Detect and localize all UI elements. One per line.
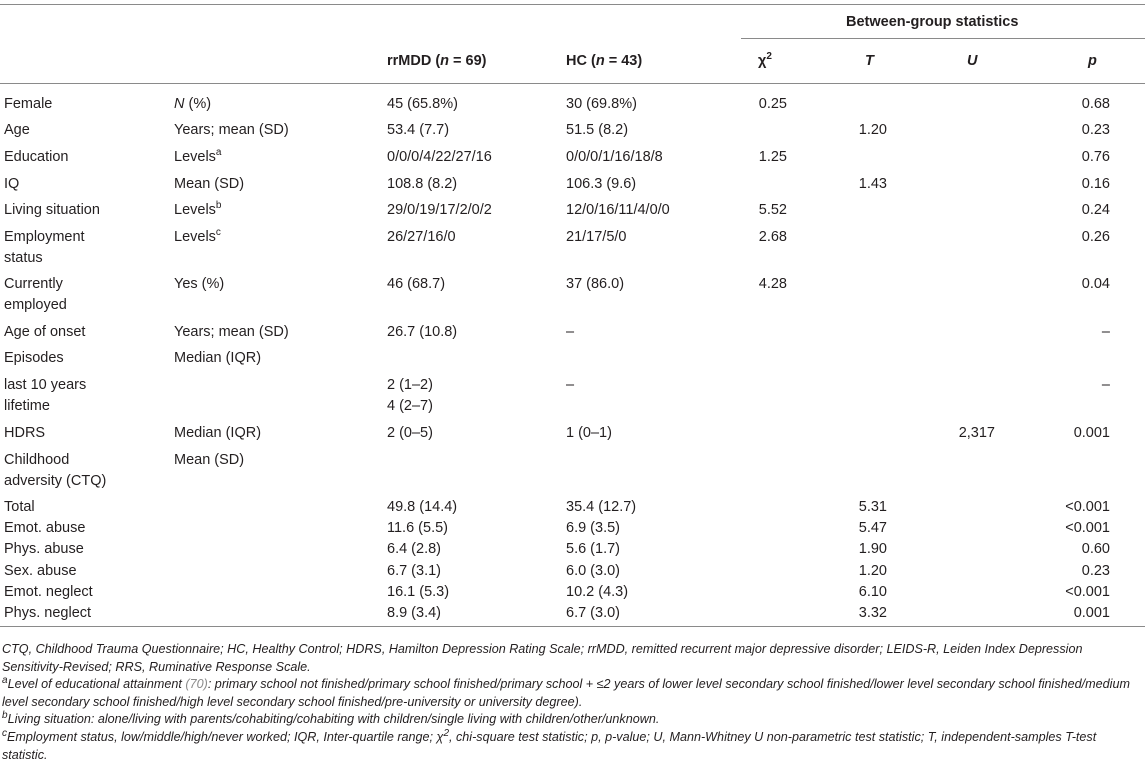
row-label: Emot. neglect xyxy=(4,584,93,600)
row-label: Episodes xyxy=(4,350,64,366)
cell-t: 5.47 xyxy=(858,520,887,536)
cell-hc: 0/0/0/1/16/18/8 xyxy=(566,149,663,165)
between-group-header: Between-group statistics xyxy=(846,14,1019,30)
cell-hc: 5.6 (1.7) xyxy=(566,541,620,557)
row-label: Phys. abuse xyxy=(4,541,84,557)
footnote-c: $^c$Employment status, low/middle/high/never worked; IQR, Inter-quartile range; $\chi^2$, chi-square test statistic; p, p-value; U, Mann-Whitney U non-parametric test statistic; T, independent-samples T-test statistic. xyxy=(2,727,1097,762)
cell-p: 0.76 xyxy=(1081,149,1110,165)
cell-hc: 106.3 (9.6) xyxy=(566,176,637,192)
footnote-abbreviations: CTQ, Childhood Trauma Questionnaire; HC, Healthy Control; HDRS, Hamilton Depression Rating Scale; rrMDD, remitted recurrent major depressive disorder; LEIDS-R, Leiden Index Depression Sensitivity-Revised; RRS, Ruminative Response Scale. xyxy=(2,642,1083,674)
table-bottom-rule xyxy=(0,626,1145,627)
cell-u: 2,317 xyxy=(958,425,995,441)
cell-chi-square: 5.52 xyxy=(758,202,787,218)
cell-p: 0.23 xyxy=(1081,122,1110,138)
cell-rrmdd: 53.4 (7.7) xyxy=(387,122,450,138)
reference-link[interactable]: (70) xyxy=(185,677,208,691)
row-label: Emot. abuse xyxy=(4,520,86,536)
header-bottom-rule xyxy=(0,83,1145,84)
column-header-u: U xyxy=(967,53,978,69)
cell-t: 6.10 xyxy=(858,584,887,600)
row-label: last 10 years xyxy=(4,377,87,393)
cell-p: 0.001 xyxy=(1073,605,1110,621)
cell-rrmdd: 2 (0–5) xyxy=(387,425,433,441)
cell-hc: 6.0 (3.0) xyxy=(566,563,620,579)
cell-rrmdd: 49.8 (14.4) xyxy=(387,499,458,515)
column-header-t: T xyxy=(865,53,874,69)
cell-rrmdd-line2: 4 (2–7) xyxy=(387,398,433,414)
cell-p: 0.68 xyxy=(1081,96,1110,112)
cell-rrmdd: 45 (65.8%) xyxy=(387,96,458,112)
row-label-line2: adversity (CTQ) xyxy=(4,473,107,489)
cell-rrmdd: 6.4 (2.8) xyxy=(387,541,441,557)
cell-chi-square: 4.28 xyxy=(758,276,787,292)
cell-hc: 10.2 (4.3) xyxy=(566,584,629,600)
cell-rrmdd: 16.1 (5.3) xyxy=(387,584,450,600)
cell-hc: 1 (0–1) xyxy=(566,425,612,441)
cell-hc: 6.9 (3.5) xyxy=(566,520,620,536)
cell-rrmdd: 26.7 (10.8) xyxy=(387,324,458,340)
row-descriptor: Mean (SD) xyxy=(174,176,245,192)
column-header-rrmdd: rrMDD (n = 69) xyxy=(387,53,487,69)
cell-p: <0.001 xyxy=(1065,584,1110,600)
cell-p: 0.001 xyxy=(1073,425,1110,441)
cell-hc: 35.4 (12.7) xyxy=(566,499,637,515)
row-label: Age of onset xyxy=(4,324,86,340)
row-label-line2: employed xyxy=(4,297,67,313)
row-label: Currently xyxy=(4,276,63,292)
cell-rrmdd: 0/0/0/4/22/27/16 xyxy=(387,149,492,165)
cell-p: 0.60 xyxy=(1081,541,1110,557)
cell-rrmdd: 2 (1–2) xyxy=(387,377,433,393)
cell-rrmdd: 46 (68.7) xyxy=(387,276,446,292)
cell-t: 1.43 xyxy=(858,176,887,192)
footnote-b: $^b$Living situation: alone/living with parents/cohabiting/cohabiting with children/single living with children/other/unknown. xyxy=(2,709,660,726)
row-descriptor: Median (IQR) xyxy=(174,350,262,366)
row-descriptor: Levels$^c$ xyxy=(174,227,221,245)
cell-rrmdd: 11.6 (5.5) xyxy=(387,520,448,536)
row-descriptor: Years; mean (SD) xyxy=(174,122,289,138)
cell-t: 3.32 xyxy=(858,605,887,621)
cell-p: <0.001 xyxy=(1065,499,1110,515)
cell-chi-square: 1.25 xyxy=(758,149,787,165)
cell-rrmdd: 26/27/16/0 xyxy=(387,229,456,245)
row-label-line2: lifetime xyxy=(4,398,50,414)
row-descriptor: Years; mean (SD) xyxy=(174,324,289,340)
cell-t: 1.20 xyxy=(858,122,887,138)
cell-t: 1.90 xyxy=(858,541,887,557)
row-label: Total xyxy=(4,499,35,515)
cell-t: 5.31 xyxy=(858,499,887,515)
cell-p: <0.001 xyxy=(1065,520,1110,536)
row-label: Childhood xyxy=(4,452,70,468)
row-label: Phys. neglect xyxy=(4,605,92,621)
cell-chi-square: 0.25 xyxy=(758,96,787,112)
row-label: IQ xyxy=(4,176,20,192)
cell-p: – xyxy=(1101,324,1110,340)
cell-p: – xyxy=(1101,377,1110,393)
cell-hc: 30 (69.8%) xyxy=(566,96,637,112)
cell-chi-square: 2.68 xyxy=(758,229,787,245)
cell-t: 1.20 xyxy=(858,563,887,579)
row-label: Education xyxy=(4,149,69,165)
row-descriptor: Levels$^a$ xyxy=(174,147,222,165)
cell-rrmdd: 6.7 (3.1) xyxy=(387,563,441,579)
column-header-p: p xyxy=(1088,53,1097,69)
group-underline-rule xyxy=(741,38,1145,39)
cell-hc: 51.5 (8.2) xyxy=(566,122,629,138)
row-label: HDRS xyxy=(4,425,46,441)
cell-p: 0.26 xyxy=(1081,229,1110,245)
row-descriptor: Yes (%) xyxy=(174,276,225,292)
row-descriptor: Mean (SD) xyxy=(174,452,245,468)
cell-p: 0.16 xyxy=(1081,176,1110,192)
row-label: Living situation xyxy=(4,202,100,218)
cell-hc: – xyxy=(566,377,575,393)
cell-hc: 21/17/5/0 xyxy=(566,229,627,245)
cell-p: 0.04 xyxy=(1081,276,1110,292)
cell-p: 0.23 xyxy=(1081,563,1110,579)
cell-hc: 37 (86.0) xyxy=(566,276,625,292)
cell-rrmdd: 29/0/19/17/2/0/2 xyxy=(387,202,492,218)
cell-hc: – xyxy=(566,324,575,340)
footnote-a: $^a$Level of educational attainment (70): primary school not finished/primary school finished/primary school + ≤2 years of lower level secondary school finished/lower level secondary school finished/medium level secondary school finished/high level secondary school finished/pre-university or university degree). xyxy=(2,674,1130,709)
row-label-line2: status xyxy=(4,250,43,266)
row-label: Age xyxy=(4,122,30,138)
row-descriptor: Median (IQR) xyxy=(174,425,262,441)
table-top-rule xyxy=(0,4,1145,5)
cell-hc: 12/0/16/11/4/0/0 xyxy=(566,202,670,218)
column-header-hc: HC (n = 43) xyxy=(566,53,643,69)
column-header-chi-square: $\chi^2$ xyxy=(758,51,772,69)
cell-rrmdd: 8.9 (3.4) xyxy=(387,605,441,621)
cell-rrmdd: 108.8 (8.2) xyxy=(387,176,458,192)
row-label: Employment xyxy=(4,229,85,245)
cell-hc: 6.7 (3.0) xyxy=(566,605,620,621)
cell-p: 0.24 xyxy=(1081,202,1110,218)
row-label: Sex. abuse xyxy=(4,563,77,579)
row-label: Female xyxy=(4,96,53,112)
row-descriptor: N (%) xyxy=(174,96,212,112)
row-descriptor: Levels$^b$ xyxy=(174,200,222,218)
